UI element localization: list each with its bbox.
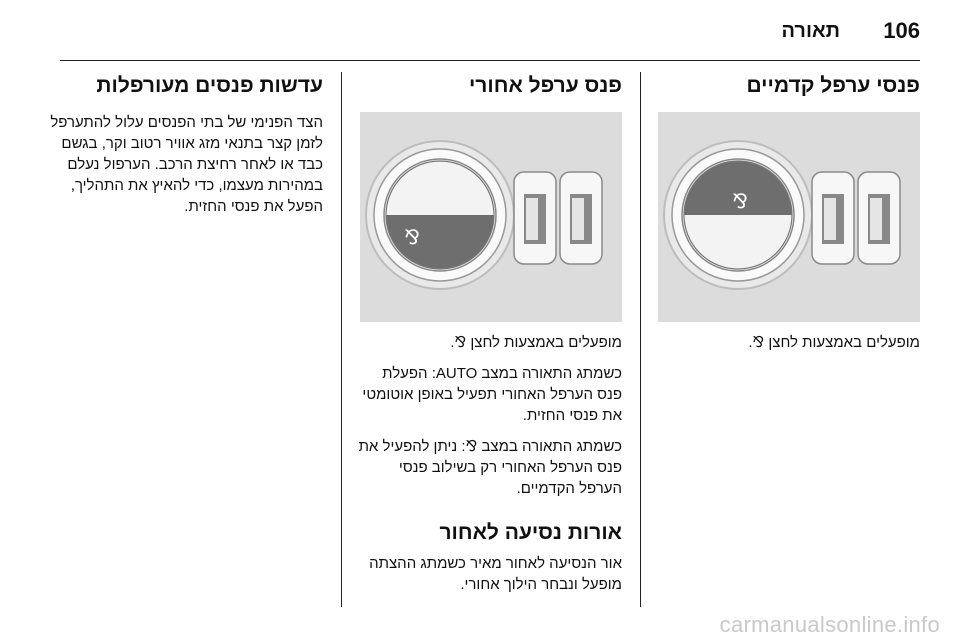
column-fogged-lenses	[40, 72, 323, 227]
column-divider	[640, 72, 641, 607]
heading-front-fog: פנסי ערפל קדמיים	[746, 74, 920, 97]
column-front-fog	[658, 72, 920, 363]
caption-front-fog: מופעלים באמצעות לחצן ⅋.	[748, 334, 920, 351]
paragraph-reverse-lights: אור הנסיעה לאחור מאיר כשמתג ההצתה מופעל ונבחר הילוך אחורי.	[369, 555, 622, 593]
header-rule	[60, 60, 920, 61]
watermark: carmanualsonline.info	[719, 612, 940, 637]
paragraph-fogged-lenses: הצד הפנימי של בתי הפנסים עלול להתערפל לזמן קצר בתנאי מזג אוויר רטוב וקר, בגשם כבד או לאחר רחיצת הרכב. הערפול נעלם במהירות מעצמו, כדי להאיץ את התהליך, הפעל את פנסי החזית.	[50, 114, 323, 215]
svg-text:⅋: ⅋	[732, 189, 748, 213]
heading-reverse-lights: אורות נסיעה לאחור	[439, 521, 622, 544]
section-title: תאורה	[781, 20, 840, 42]
svg-text:⅋: ⅋	[404, 225, 420, 249]
caption-rear-fog: מופעלים באמצעות לחצן ⅋.	[450, 334, 622, 351]
page-header	[60, 0, 920, 60]
paragraph-auto-mode: כשמתג התאורה במצב AUTO: הפעלת פנס הערפל האחורי תפעיל באופן אוטומטי את פנסי החזית.	[362, 365, 622, 424]
figure-light-switch-front	[658, 112, 920, 322]
column-rear-fog	[358, 72, 622, 605]
figure-light-switch-rear	[360, 112, 622, 322]
column-divider	[341, 72, 342, 607]
heading-rear-fog: פנס ערפל אחורי	[468, 74, 622, 97]
heading-fogged-lenses: עדשות פנסים מעורפלות	[96, 74, 323, 97]
page-number: 106	[883, 18, 920, 43]
paragraph-fog-mode: כשמתג התאורה במצב ⅋: ניתן להפעיל את פנס הערפל האחורי רק בשילוב פנסי הערפל הקדמיים.	[358, 438, 622, 497]
